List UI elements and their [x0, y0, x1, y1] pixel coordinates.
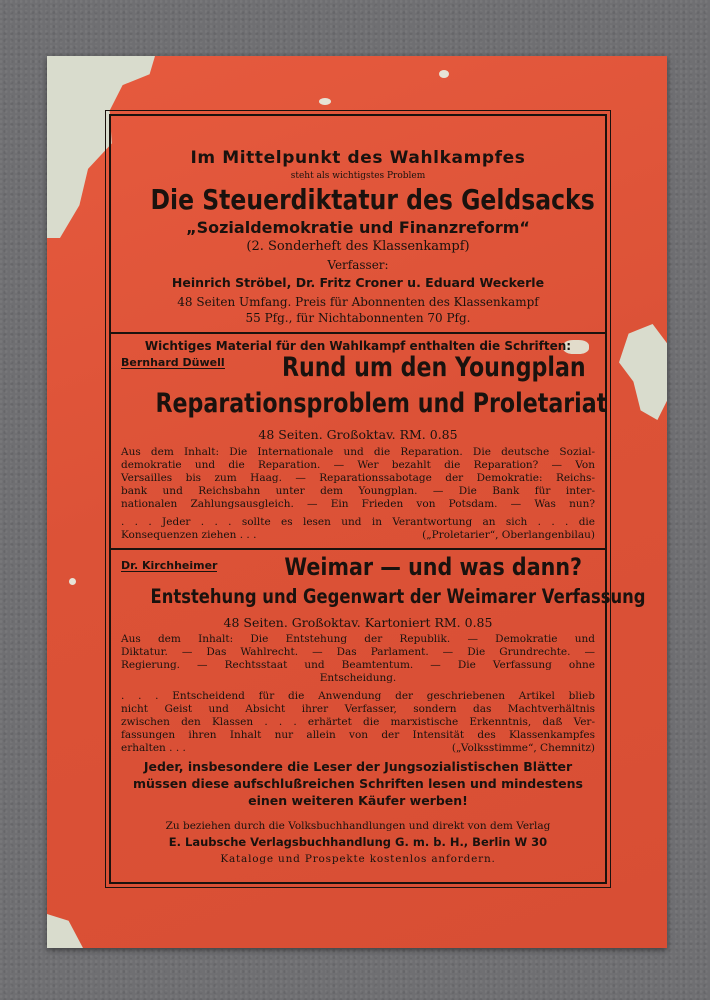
- price-line: 48 Seiten Umfang. Preis für Abonnenten des Klassenkampf: [177, 295, 539, 309]
- section-intro: Wichtiges Material für den Wahlkampf enthalten die Schriften:: [144, 339, 572, 353]
- contents-line: Versailles bis zum Haag. — Reparationssabotage der Demokratie: Reichs-: [121, 472, 595, 484]
- torn-corner-bottom: [47, 914, 83, 948]
- book-title: Rund um den Youngplan: [281, 352, 586, 383]
- authors-label: Verfasser:: [327, 258, 389, 272]
- footer-publisher: E. Laubsche Verlagsbuchhandlung G. m. b. H., Berlin W 30: [168, 835, 548, 849]
- quote-line: erhalten . . .: [121, 742, 186, 754]
- book-title: Reparationsproblem und Proletariat: [155, 388, 608, 419]
- subtitle: „Sozialdemokratie und Finanzreform“: [186, 218, 530, 237]
- footer-distribution: Zu beziehen durch die Volksbuchhandlungen und direkt von dem Verlag: [165, 820, 551, 832]
- authors: Heinrich Ströbel, Dr. Fritz Croner u. Eduard Weckerle: [171, 275, 545, 290]
- book-title: Entstehung und Gegenwart der Weimarer Verfassung: [150, 585, 646, 608]
- paper-speck: [439, 70, 449, 78]
- quote-source: („Proletarier“, Oberlangenbilau): [422, 529, 595, 541]
- author-duewell: Bernhard Düwell: [121, 356, 225, 369]
- contents-line: Entscheidung.: [319, 672, 397, 684]
- book-title: Weimar — und was dann?: [284, 553, 582, 581]
- contents-line: Aus dem Inhalt: Die Internationale und die Reparation. Die deutsche Sozial-: [121, 446, 595, 458]
- quote-source: („Volksstimme“, Chemnitz): [451, 742, 595, 754]
- author-kirchheimer: Dr. Kirchheimer: [121, 559, 218, 572]
- contents-line: nationalen Zahlungsausgleich. — Ein Frieden von Potsdam. — Was nun?: [121, 498, 595, 510]
- author-label: [121, 560, 241, 572]
- headline: Im Mittelpunkt des Wahlkampfes: [190, 148, 526, 168]
- contents-line: demokratie und die Reparation. — Wer bezahlt die Reparation? — Von: [121, 459, 595, 471]
- author-label: [121, 357, 241, 369]
- pamphlet-back-cover: [47, 56, 667, 948]
- separator: [111, 332, 605, 334]
- footer-catalogue: Kataloge und Prospekte kostenlos anfordern.: [220, 853, 496, 865]
- paper-speck: [69, 578, 76, 585]
- contents-line: Regierung. — Rechtsstaat und Beamtentum. — Die Verfassung ohne: [121, 659, 595, 671]
- quote-line: zwischen den Klassen . . . erhärtet die marxistische Erkenntnis, daß Ver-: [121, 716, 595, 728]
- appeal-line: Jeder, insbesondere die Leser der Jungsozialistischen Blätter: [143, 759, 573, 774]
- book-specs: 48 Seiten. Großoktav. Kartoniert RM. 0.85: [223, 615, 493, 630]
- intro-text: steht als wichtigstes Problem: [290, 171, 426, 181]
- book-specs: 48 Seiten. Großoktav. RM. 0.85: [258, 427, 458, 442]
- edition-note: (2. Sonderheft des Klassenkampf): [246, 239, 470, 254]
- quote-line: Konsequenzen ziehen . . .: [121, 529, 257, 541]
- advertisement-frame: [109, 114, 646, 884]
- price-line: 55 Pfg., für Nichtabonnenten 70 Pfg.: [245, 311, 471, 325]
- quote-line: fassungen ihren Inhalt nur allein von der Intensität des Klassenkampfes: [121, 729, 595, 741]
- contents-line: bank und Reichsbahn unter dem Youngplan. — Die Bank für inter-: [121, 485, 595, 497]
- paper-speck: [319, 98, 331, 105]
- appeal-line: einen weiteren Käufer werben!: [248, 793, 468, 808]
- appeal-line: müssen diese aufschlußreichen Schriften lesen und mindestens: [133, 776, 583, 791]
- main-title: Die Steuerdiktatur des Geldsacks: [150, 183, 595, 216]
- contents-line: Aus dem Inhalt: Die Entstehung der Republik. — Demokratie und: [121, 633, 595, 645]
- quote-line: . . . Entscheidend für die Anwendung der geschriebenen Artikel blieb: [121, 690, 595, 702]
- quote-line: nicht Geist und Absicht ihrer Verfasser, sondern das Machtverhältnis: [121, 703, 595, 715]
- contents-line: Diktatur. — Das Wahlrecht. — Das Parlament. — Die Grundrechte. —: [121, 646, 595, 658]
- separator: [111, 548, 605, 550]
- quote-line: . . . Jeder . . . sollte es lesen und in Verantwortung an sich . . . die: [121, 516, 595, 528]
- torn-patch: [619, 324, 667, 420]
